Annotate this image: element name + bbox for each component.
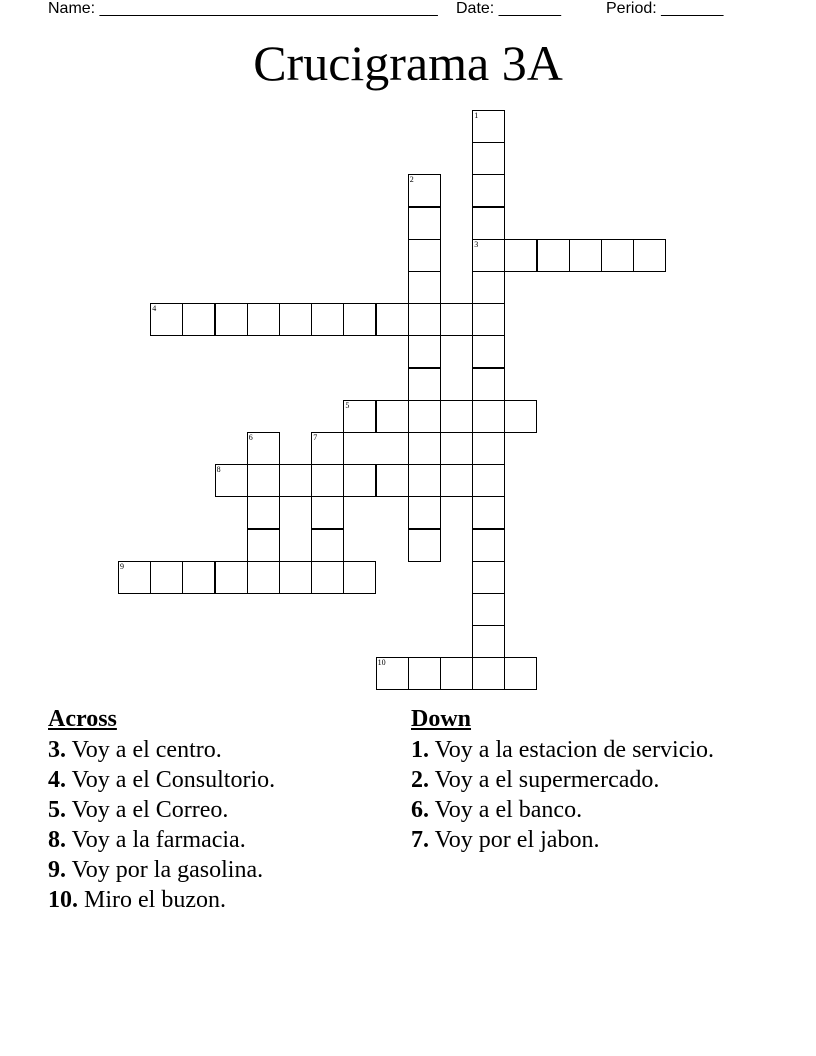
clue-text: Voy por el jabon. xyxy=(429,827,600,853)
across-clues xyxy=(48,703,388,915)
crossword-cell[interactable] xyxy=(247,529,280,562)
across-clue-list xyxy=(48,735,388,915)
crossword-cell[interactable] xyxy=(150,561,183,594)
crossword-cell[interactable] xyxy=(472,174,505,207)
clue-number: 2. xyxy=(411,767,429,793)
date-field: Date: _______ xyxy=(456,0,561,17)
down-clue-list xyxy=(411,735,731,855)
clue-text: Voy a el centro. xyxy=(66,737,222,763)
crossword-cell[interactable] xyxy=(601,239,634,272)
crossword-cell[interactable] xyxy=(504,400,537,433)
clue-number-label: 6 xyxy=(248,433,253,442)
crossword-cell[interactable] xyxy=(569,239,602,272)
crossword-cell[interactable] xyxy=(247,432,280,465)
crossword-cell[interactable] xyxy=(440,464,473,497)
clue-number: 7. xyxy=(411,827,429,853)
crossword-cell[interactable] xyxy=(247,303,280,336)
clue-number: 8. xyxy=(48,827,66,853)
crossword-cell[interactable] xyxy=(472,271,505,304)
clue-number-label: 1 xyxy=(474,111,479,120)
clue-number-label: 4 xyxy=(152,304,157,314)
crossword-cell[interactable] xyxy=(472,368,505,401)
crossword-cell[interactable] xyxy=(408,207,441,240)
crossword-cell[interactable] xyxy=(408,432,441,465)
crossword-cell[interactable] xyxy=(408,303,441,336)
down-heading: Down xyxy=(411,706,472,732)
crossword-cell[interactable] xyxy=(118,561,151,594)
clue-number: 6. xyxy=(411,797,429,823)
clue-text: Voy a la estacion de servicio. xyxy=(429,737,715,763)
crossword-cell[interactable] xyxy=(376,464,409,497)
crossword-cell[interactable] xyxy=(247,464,280,497)
crossword-cell[interactable] xyxy=(472,400,505,433)
crossword-cell[interactable] xyxy=(472,496,505,529)
crossword-cell[interactable] xyxy=(440,303,473,336)
clue-text: Voy a la farmacia. xyxy=(66,827,246,853)
crossword-cell[interactable] xyxy=(440,400,473,433)
crossword-cell[interactable] xyxy=(472,593,505,626)
crossword-cell[interactable] xyxy=(408,239,441,272)
crossword-cell[interactable] xyxy=(472,657,505,690)
crossword-cell[interactable] xyxy=(311,432,344,465)
crossword-cell[interactable] xyxy=(311,561,344,594)
crossword-cell[interactable] xyxy=(343,303,376,336)
crossword-cell[interactable] xyxy=(472,303,505,336)
clue-across xyxy=(48,885,388,915)
crossword-cell[interactable] xyxy=(408,271,441,304)
clue-across xyxy=(48,795,388,825)
clue-across xyxy=(48,825,388,855)
crossword-cell[interactable] xyxy=(440,657,473,690)
clue-number-label: 2 xyxy=(409,175,414,185)
crossword-cell[interactable] xyxy=(215,561,248,594)
crossword-cell[interactable] xyxy=(182,303,215,336)
clue-number: 9. xyxy=(48,857,66,883)
crossword-cell[interactable] xyxy=(182,561,215,594)
clue-across xyxy=(48,855,388,885)
crossword-cell[interactable] xyxy=(311,496,344,529)
crossword-cell[interactable] xyxy=(376,400,409,433)
clue-down xyxy=(411,825,731,855)
crossword-cell[interactable] xyxy=(343,400,376,433)
crossword-cell[interactable] xyxy=(472,142,505,175)
crossword-cell[interactable] xyxy=(408,368,441,401)
clue-number-label: 5 xyxy=(345,400,350,410)
clue-down xyxy=(411,735,731,765)
across-heading: Across xyxy=(48,706,117,732)
name-field: Name: ______________________________________ xyxy=(48,0,438,17)
page-title: Crucigrama 3A xyxy=(253,35,563,91)
clue-across xyxy=(48,735,388,765)
crossword-cell[interactable] xyxy=(408,335,441,368)
crossword-cell[interactable] xyxy=(537,239,570,272)
clue-down xyxy=(411,765,731,795)
crossword-cell[interactable] xyxy=(504,657,537,690)
crossword-cell[interactable] xyxy=(472,207,505,240)
clue-text: Voy a el Correo. xyxy=(66,797,229,823)
crossword-cell[interactable] xyxy=(472,625,505,658)
crossword-cell[interactable] xyxy=(408,174,441,207)
clue-text: Voy a el supermercado. xyxy=(429,767,660,793)
student-info-header xyxy=(48,0,748,20)
crossword-cell[interactable] xyxy=(311,464,344,497)
crossword-cell[interactable] xyxy=(408,496,441,529)
crossword-cell[interactable] xyxy=(633,239,666,272)
crossword-cell[interactable] xyxy=(279,464,312,497)
crossword-cell[interactable] xyxy=(215,303,248,336)
crossword-cell[interactable] xyxy=(408,464,441,497)
period-field: Period: _______ xyxy=(606,0,724,17)
crossword-cell[interactable] xyxy=(472,561,505,594)
clue-number-label: 9 xyxy=(120,561,124,571)
crossword-cell[interactable] xyxy=(343,561,376,594)
clue-across xyxy=(48,765,388,795)
crossword-cell[interactable] xyxy=(504,239,537,272)
clue-number-label: 3 xyxy=(474,239,479,249)
crossword-cell[interactable] xyxy=(472,529,505,562)
clue-text: Voy por la gasolina. xyxy=(66,857,264,883)
crossword-cell[interactable] xyxy=(247,561,280,594)
crossword-cell[interactable] xyxy=(376,657,409,690)
down-clues xyxy=(411,703,731,855)
crossword-cell[interactable] xyxy=(279,561,312,594)
clue-number: 1. xyxy=(411,737,429,763)
crossword-cell[interactable] xyxy=(472,464,505,497)
crossword-cell[interactable] xyxy=(472,432,505,465)
crossword-cell[interactable] xyxy=(311,303,344,336)
crossword-cell[interactable] xyxy=(311,529,344,562)
clue-number: 5. xyxy=(48,797,66,823)
crossword-cell[interactable] xyxy=(472,239,505,272)
crossword-cell[interactable] xyxy=(150,303,183,336)
crossword-cell[interactable] xyxy=(472,335,505,368)
crossword-cell[interactable] xyxy=(472,110,505,143)
crossword-cell[interactable] xyxy=(408,657,441,690)
crossword-cell[interactable] xyxy=(247,496,280,529)
crossword-cell[interactable] xyxy=(279,303,312,336)
crossword-cell[interactable] xyxy=(408,529,441,562)
crossword-cell[interactable] xyxy=(343,464,376,497)
crossword-cell[interactable] xyxy=(408,400,441,433)
clue-number-label: 8 xyxy=(216,465,221,475)
clue-number-label: 7 xyxy=(313,433,318,442)
clue-number-label: 10 xyxy=(377,658,386,668)
clue-text: Voy a el Consultorio. xyxy=(66,767,276,793)
crossword-cell[interactable] xyxy=(376,303,409,336)
clue-text: Miro el buzon. xyxy=(78,887,226,913)
crossword-cell[interactable] xyxy=(215,464,248,497)
clue-text: Voy a el banco. xyxy=(429,797,583,823)
clue-number: 10. xyxy=(48,887,78,913)
clue-down xyxy=(411,795,731,825)
clue-number: 3. xyxy=(48,737,66,763)
clue-number: 4. xyxy=(48,767,66,793)
